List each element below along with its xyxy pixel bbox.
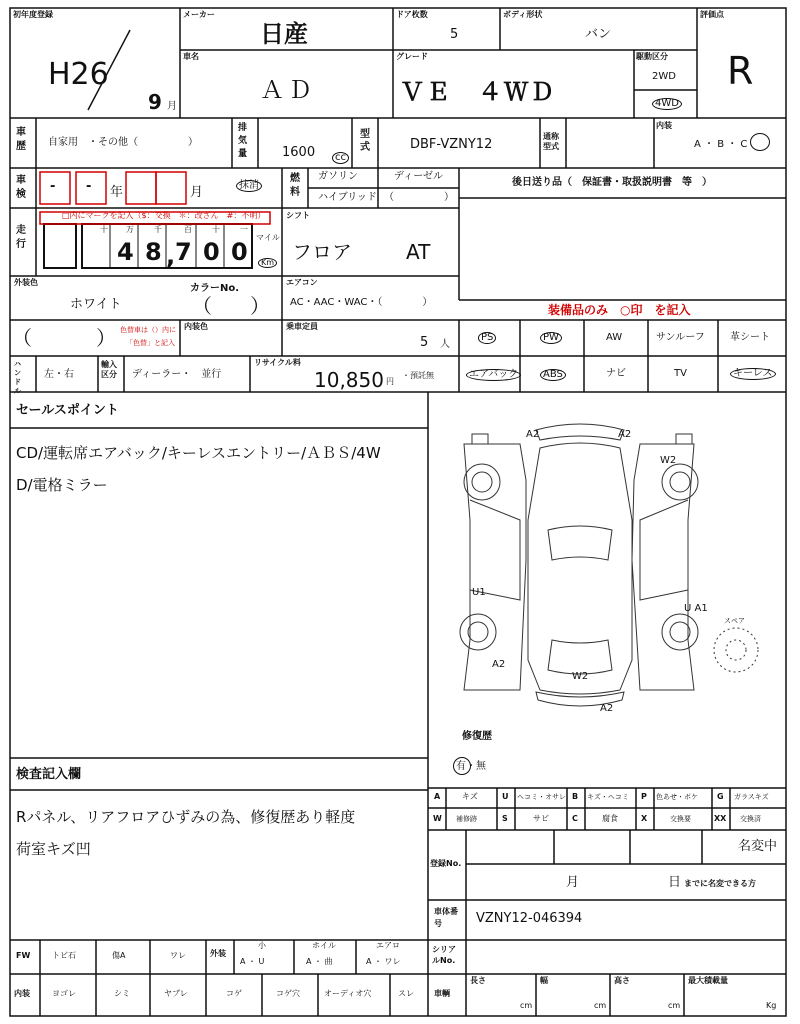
capacity-unit: 人	[440, 339, 450, 350]
fw-item-tobiishi: トビ石	[52, 951, 76, 960]
legend-p-desc: 色あせ・ボケ	[656, 793, 698, 801]
fuel-hybrid: ハイブリッド	[318, 192, 377, 203]
legend-x-code: X	[641, 814, 648, 823]
equip-leather: 革シート	[730, 332, 770, 343]
body-value: バン	[585, 27, 612, 42]
legend-a-desc: キズ	[462, 792, 478, 801]
type-label: 型式	[360, 129, 370, 153]
equip-tv: TV	[674, 368, 687, 379]
sales-point-line-1: CD/運転席エアバック/キーレスエントリー/ＡＢＳ/4W	[16, 444, 381, 462]
drive-label: 駆動区分	[636, 52, 668, 61]
length-label: 長さ	[470, 976, 486, 985]
legend-c-code: C	[572, 814, 578, 823]
repair-value: 有・無	[456, 761, 486, 772]
small-label: 小	[258, 941, 266, 950]
int-item-shimi: シミ	[114, 989, 130, 998]
equip-keyless: キーレス	[730, 368, 776, 380]
inspector-line-2: 荷室キズ凹	[16, 840, 91, 858]
ext-label: 外装	[210, 949, 226, 958]
common-type-label: 通称型式	[543, 132, 559, 151]
insp-dash-2: -	[86, 179, 92, 194]
shift-label: シフト	[286, 211, 310, 220]
unit-sen: 千	[154, 225, 162, 234]
vin-label: 車体番号	[434, 907, 458, 928]
unit-mile: マイル	[256, 233, 280, 242]
legend-b-code: B	[572, 792, 579, 801]
fuel-label: 燃料	[290, 173, 300, 198]
mileage-digit-3: 7	[175, 238, 192, 266]
interior-c-circle	[750, 133, 770, 151]
first-reg-label: 初年度登録	[13, 10, 53, 19]
inspector-line-1: Rパネル、リアフロアひずみの為、修復歴あり軽度	[16, 808, 356, 826]
import-label: 輸入区分	[101, 360, 117, 379]
equip-sunroof: サンルーフ	[656, 332, 705, 343]
model-label: 車名	[183, 52, 199, 61]
exterior-label: 外装色	[14, 278, 38, 287]
recycle-value: 10,850	[314, 368, 384, 392]
equip-aw: AW	[606, 332, 623, 343]
mileage-note: □内にマークを記入（$：交換 ＊：改ざん #：不明）	[62, 211, 266, 220]
interior-label: 内装	[656, 121, 672, 130]
doors-label: ドア枚数	[396, 10, 428, 19]
recycle-unit: 円	[386, 377, 394, 386]
reg-deadline: までに名変できる方	[684, 879, 756, 888]
sales-point-title: セールスポイント	[16, 403, 119, 418]
maker-value: 日産	[260, 20, 308, 48]
int-item-yabure: ヤブレ	[164, 989, 188, 998]
reg-day-unit: 日	[668, 875, 682, 890]
reg-month-unit: 月	[566, 875, 580, 890]
legend-g-code: G	[717, 792, 724, 801]
aero-value: A ・ ワレ	[366, 957, 401, 966]
unit-hyaku: 百	[184, 225, 192, 234]
reg-meihen: 名変中	[738, 839, 778, 854]
small-value: A ・ U	[240, 957, 265, 966]
body-label: ボディ形状	[503, 10, 543, 19]
equip-abs: ABS	[540, 369, 566, 381]
int-item-yogore: ヨゴレ	[52, 989, 76, 998]
vin-value: VZNY12-046394	[476, 911, 583, 926]
cc-unit: cc	[332, 152, 349, 164]
mark-a2-rear-bumper: A2	[600, 703, 614, 714]
unit-juu: 十	[212, 225, 220, 234]
mileage-digit-1: 4	[117, 238, 134, 266]
legend-c-desc: 腐食	[602, 814, 618, 823]
capacity-label: 乗車定員	[286, 322, 318, 331]
mileage-separator: ,	[166, 242, 176, 270]
mark-u1-left-rear: U1	[472, 587, 486, 598]
fuel-gasoline: ガソリン	[318, 171, 358, 182]
model-value: ＡＤ	[260, 76, 316, 104]
fw-label: FW	[16, 951, 31, 960]
accessories-title: 後日送り品（ 保証書・取扱説明書 等 ）	[512, 177, 712, 188]
color-no-paren-left: （	[192, 294, 212, 318]
spare-label: スペア	[724, 617, 745, 625]
import-value: ディーラー・ 並行	[132, 369, 222, 380]
mileage-digit-5: 0	[231, 238, 248, 266]
repair-label: 修復歴	[462, 731, 492, 742]
legend-w-desc: 補修跡	[456, 815, 477, 823]
height-label: 高さ	[614, 976, 630, 985]
wheel-value: A ・ 曲	[306, 957, 333, 966]
legend-w-code: W	[433, 814, 442, 823]
legend-xx-code: XX	[714, 814, 727, 823]
legend-p-code: P	[641, 792, 647, 801]
mileage-label: 走行	[16, 225, 26, 250]
interior-grades: A ・ B ・ C	[694, 139, 748, 150]
fuel-other: （ ）	[384, 192, 454, 203]
mark-a2-top-right: A2	[618, 429, 632, 440]
mark-w2-right-door: W2	[660, 455, 677, 466]
equip-ps: PS	[478, 332, 496, 344]
aircon-label: エアコン	[286, 278, 318, 287]
width-unit: cm	[594, 1001, 607, 1010]
grade-value: ＶＥ ４ＷＤ	[400, 78, 556, 106]
legend-xx-desc: 交換済	[740, 815, 761, 823]
history-label: 車歴	[16, 127, 26, 152]
drive-2wd: 2WD	[652, 71, 676, 82]
load-unit: Kg	[766, 1001, 777, 1010]
legend-g-desc: ガラスキズ	[734, 793, 769, 801]
legend-b-desc: キズ・ヘコミ	[587, 793, 629, 801]
repaint-note-2: 「色替」と記入	[126, 339, 175, 347]
inspector-title: 検査記入欄	[16, 767, 82, 782]
legend-u-desc: ヘコミ・オサレ	[517, 793, 566, 801]
int-item-koge: コゲ	[226, 989, 242, 998]
int-label: 内装	[14, 989, 30, 998]
insp-dash-1: -	[50, 179, 56, 194]
maker-label: メーカー	[183, 10, 215, 19]
unit-ichi: 一	[240, 225, 248, 234]
color-no-label: カラーNo.	[190, 283, 240, 294]
equipment-title: 装備品のみ ○印 を記入	[548, 303, 691, 317]
color-no-paren-right: ）	[250, 294, 270, 318]
sales-point-line-2: D/電格ミラー	[16, 476, 108, 494]
mark-w2-rear: W2	[572, 671, 589, 682]
mark-a2-left-bottom: A2	[492, 659, 506, 670]
load-label: 最大積載量	[688, 976, 728, 985]
unit-ten-man: 十	[100, 225, 108, 234]
first-reg-year: H26	[48, 57, 109, 92]
unit-man: 万	[126, 225, 134, 234]
unit-km: Km	[258, 258, 277, 268]
aero-label: エアロ	[376, 941, 400, 950]
width-label: 幅	[540, 976, 548, 985]
serial-label: シリアルNo.	[432, 945, 456, 965]
grade-label: グレード	[396, 52, 428, 61]
insp-year-unit: 年	[110, 185, 124, 200]
recycle-deposit: ・預託無	[402, 371, 434, 380]
legend-s-desc: サビ	[533, 814, 549, 823]
repaint-paren-right: ）	[96, 326, 116, 350]
aircon-options: AC・AAC・WAC・（ ）	[290, 297, 433, 308]
drive-4wd: 4WD	[652, 98, 682, 110]
fuel-diesel: ディーゼル	[394, 171, 443, 182]
legend-s-code: S	[502, 814, 508, 823]
type-value: DBF-VZNY12	[410, 137, 493, 152]
displacement-value: 1600	[282, 145, 316, 160]
insp-status: 抹消	[236, 180, 262, 192]
usage-value: 自家用 ・その他（ ）	[48, 137, 198, 148]
int-item-sure: スレ	[398, 989, 414, 998]
mileage-digit-2: 8	[145, 238, 162, 266]
mileage-digit-4: 0	[203, 238, 220, 266]
capacity-value: 5	[420, 335, 429, 350]
shift-trans: AT	[406, 240, 431, 264]
handle-label: ハンドル	[14, 360, 21, 395]
first-reg-month: 9	[148, 90, 162, 114]
mark-ua1-right-rear: U A1	[684, 603, 708, 614]
insp-month-unit: 月	[190, 185, 204, 200]
inspection-label: 車検	[16, 175, 26, 200]
equip-airbag: エアバック	[466, 369, 521, 381]
interior-color-label: 内装色	[184, 322, 208, 331]
height-unit: cm	[668, 1001, 681, 1010]
eval-label: 評価点	[700, 10, 724, 19]
repaint-paren-left: （	[12, 326, 32, 350]
reg-no-label: 登録No.	[430, 859, 462, 868]
fw-item-kizu: 傷A	[112, 951, 126, 960]
int-item-audio: オーディオ穴	[324, 989, 372, 998]
legend-a-code: A	[434, 792, 441, 801]
int-item-kogeana: コゲ穴	[276, 989, 300, 998]
exterior-color: ホワイト	[70, 297, 122, 312]
equip-navi: ナビ	[606, 368, 626, 379]
dims-label: 車輌	[434, 989, 450, 998]
handle-value: 左・右	[44, 369, 74, 380]
month-unit: 月	[167, 101, 177, 112]
equip-pw: PW	[540, 332, 562, 344]
mark-a2-top-left: A2	[526, 429, 540, 440]
recycle-label: リサイクル料	[254, 358, 301, 367]
repair-yes-circle	[453, 757, 471, 775]
fw-item-ware: ワレ	[170, 951, 186, 960]
legend-u-code: U	[502, 792, 509, 801]
eval-value: R	[727, 49, 754, 93]
legend-x-desc: 交換要	[670, 815, 691, 823]
shift-type: フロア	[292, 240, 352, 264]
doors-value: 5	[450, 27, 459, 42]
wheel-label: ホイル	[312, 941, 336, 950]
repaint-note-1: 色替車は（）内に	[120, 326, 176, 334]
displacement-label: 排気量	[238, 123, 248, 159]
length-unit: cm	[520, 1001, 533, 1010]
